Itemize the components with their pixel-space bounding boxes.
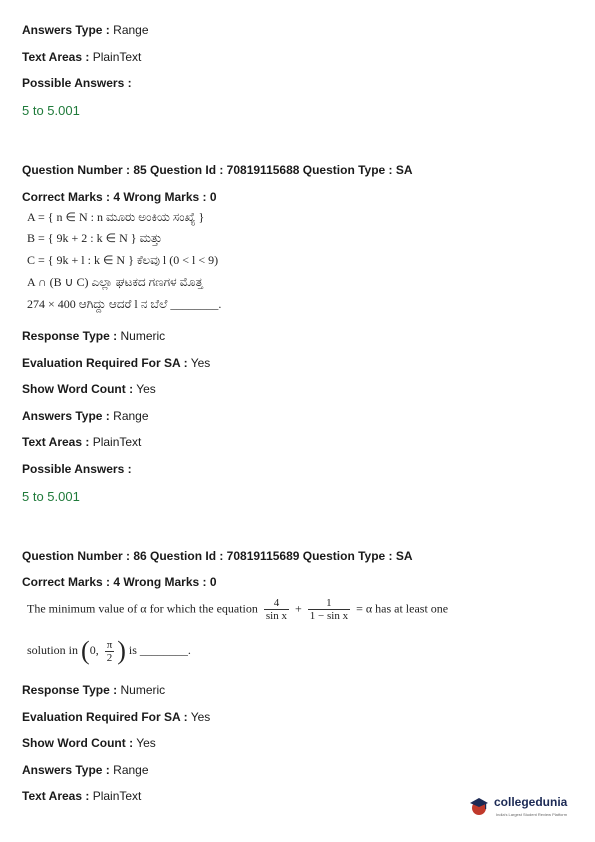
q85-line-5: 274 × 400 ಆಗಿದ್ದು ಆದರೆ l ನ ಬೆಲೆ ________. [27, 297, 222, 311]
q85-text-areas-row: Text Areas : PlainText [22, 435, 142, 449]
q85-response-type-row: Response Type : Numeric [22, 329, 166, 343]
q85-line-3: C = { 9k + l : k ∈ N } ಕೆಲವು l (0 < l < 9) [27, 253, 219, 267]
q86-answers-type-row: Answers Type : Range [22, 763, 149, 777]
q85-line-4: A ∩ (B ∪ C) ಎಲ್ಲಾ ಘಟಕದ ಗಣಗಳ ಮೊತ್ತ [27, 275, 203, 289]
answers-type-label: Answers Type : [22, 23, 110, 37]
q85-answers-type-row: Answers Type : Range [22, 409, 149, 423]
q85-possible-answers-row: Possible Answers : [22, 462, 132, 476]
q85-line-1: A = { n ∈ N : n ಮೂರು ಅಂಕಿಯ ಸಂಖ್ಯೆ } [27, 210, 205, 224]
q86-response-type-row: Response Type : Numeric [22, 683, 166, 697]
q85-word-count-row: Show Word Count : Yes [22, 382, 156, 396]
fraction-pi-over-2: $\frac{\pi}{2}$ [106, 638, 113, 664]
q86-text-areas-row: Text Areas : PlainText [22, 789, 142, 803]
q86-eval-row: Evaluation Required For SA : Yes [22, 710, 211, 724]
possible-answers-row [22, 76, 132, 90]
possible-answers-label: Possible Answers : [22, 76, 132, 90]
fraction-1-over-1-minus-sinx: $\frac{1}{\text{1 − sin x}}$ [309, 597, 349, 622]
fraction-4-over-sinx: $\frac{4}{\text{sin x}}$ [265, 597, 287, 622]
text-areas-label: Text Areas : [22, 50, 90, 64]
text-areas-value: PlainText [92, 50, 142, 64]
q86-solution-line: solution in (0, $\frac{\pi}{2}$ ) is ________. [27, 636, 191, 665]
collegedunia-tagline: India's Largest Student Review Platform [496, 812, 568, 817]
question-85-marks: Correct Marks : 4 Wrong Marks : 0 [22, 190, 217, 204]
answers-type-value: Range [113, 23, 149, 37]
graduation-cap-icon [469, 796, 489, 816]
collegedunia-logo-text: collegedunia [494, 795, 568, 809]
question-86-header: Question Number : 86 Question Id : 70819115689 Question Type : SA [22, 549, 413, 563]
q85-possible-answers-value: 5 to 5.001 [22, 489, 80, 504]
question-85-header: Question Number : 85 Question Id : 70819115688 Question Type : SA [22, 163, 413, 177]
question-86-marks: Correct Marks : 4 Wrong Marks : 0 [22, 575, 217, 589]
text-areas-row [22, 50, 141, 64]
q85-line-2: B = { 9k + 2 : k ∈ N } ಮತ್ತು [27, 231, 163, 245]
possible-answers-value: 5 to 5.001 [22, 103, 80, 118]
q85-eval-row: Evaluation Required For SA : Yes [22, 356, 211, 370]
q86-word-count-row: Show Word Count : Yes [22, 736, 156, 750]
answers-type-row [22, 23, 149, 37]
q86-equation-line: The minimum value of α for which the equation $\frac{4}{\text{sin x}}$ + $\frac{1}{\text{1 − sin x}}$ = α has at least one [27, 597, 449, 622]
